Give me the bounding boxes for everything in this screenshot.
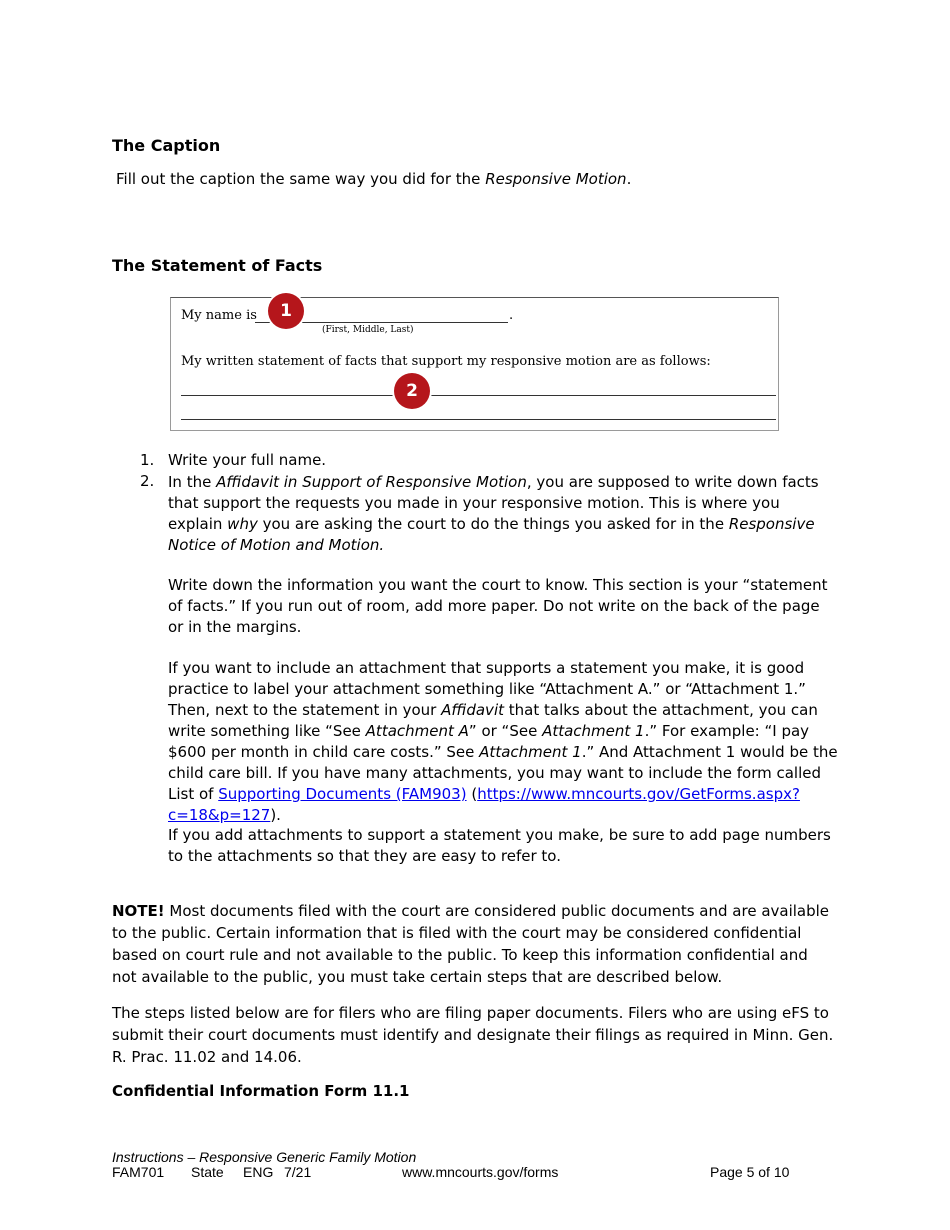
footer-form-code: FAM701 (112, 1164, 165, 1180)
name-hint: (First, Middle, Last) (322, 325, 414, 335)
footer-language: ENG (243, 1164, 274, 1180)
footer-state: State (191, 1164, 224, 1180)
confidential-form-heading: Confidential Information Form 11.1 (112, 1082, 410, 1100)
footer-date: 7/21 (284, 1164, 312, 1180)
getforms-url-link[interactable]: https://www.mncourts.gov/GetForms.aspx?c=18&p=127 (168, 785, 800, 824)
statement-line-2 (181, 419, 776, 420)
footer-website: www.mncourts.gov/forms (402, 1164, 559, 1180)
footer-title: Instructions – Responsive Generic Family Motion (112, 1149, 417, 1165)
footer-page-number: Page 5 of 10 (710, 1164, 790, 1180)
note-paragraph: NOTE! Most documents filed with the court are considered public documents and are available to the public. Certain information that is filed with the court may be considered confidential based on court rule and not available to the public. To keep this information confidential and not available to the public, you must take certain steps that are described below. (112, 902, 830, 986)
name-end-period: . (509, 308, 514, 323)
step-marker-2: 2 (394, 373, 430, 409)
statement-line-1 (181, 395, 776, 396)
statement-label: My written statement of facts that support my responsive motion are as follows: (181, 354, 711, 369)
efs-steps-paragraph: The steps listed below are for filers who are filing paper documents. Filers who are using eFS to submit their court documents must identify and designate their filings as required in Minn. Gen. R. Prac. 11.02 and 14.06. (112, 1004, 834, 1066)
form-sample-image (170, 297, 779, 431)
caption-heading: The Caption (112, 136, 221, 155)
statement-paragraph: Write down the information you want the court to know. This section is your “statement of facts.” If you run out of room, add more paper. Do not write on the back of the page or in the margins. (168, 576, 828, 636)
list-item-2-text: In the Affidavit in Support of Responsive Motion, you are supposed to write down facts that support the requests you made in your responsive motion. This is where you explain why you are asking the court to do the things you asked for in the Responsive Notice of Motion and Motion. (168, 473, 819, 554)
page-numbers-paragraph: If you add attachments to support a statement you make, be sure to add page numbers to the attachments so that they are easy to refer to. (168, 826, 831, 865)
name-label: My name is (181, 308, 257, 323)
supporting-documents-link[interactable]: Supporting Documents (FAM903) (218, 785, 467, 803)
statement-of-facts-heading: The Statement of Facts (112, 256, 323, 275)
note-label: NOTE! (112, 902, 165, 920)
step-marker-1: 1 (268, 293, 304, 329)
attachment-paragraph: If you want to include an attachment that supports a statement you make, it is good practice to label your attachment something like “Attachment A.” or “Attachment 1.” Then, next to the statement in your Affidavit that talks about the attachment, you can write something like “See Attachment A” or “See Attachment 1.” For example: “I pay $600 per month in child care costs.” See Attachment 1.” And Attachment 1 would be the child care bill. If you have many attachments, you may want to include the form called List of Supporting Documents (FAM903) (https://www.mncourts.gov/GetForms.aspx?c=18&p=127). (168, 659, 838, 824)
caption-instruction: Fill out the caption the same way you did for the Responsive Motion. (116, 170, 632, 188)
